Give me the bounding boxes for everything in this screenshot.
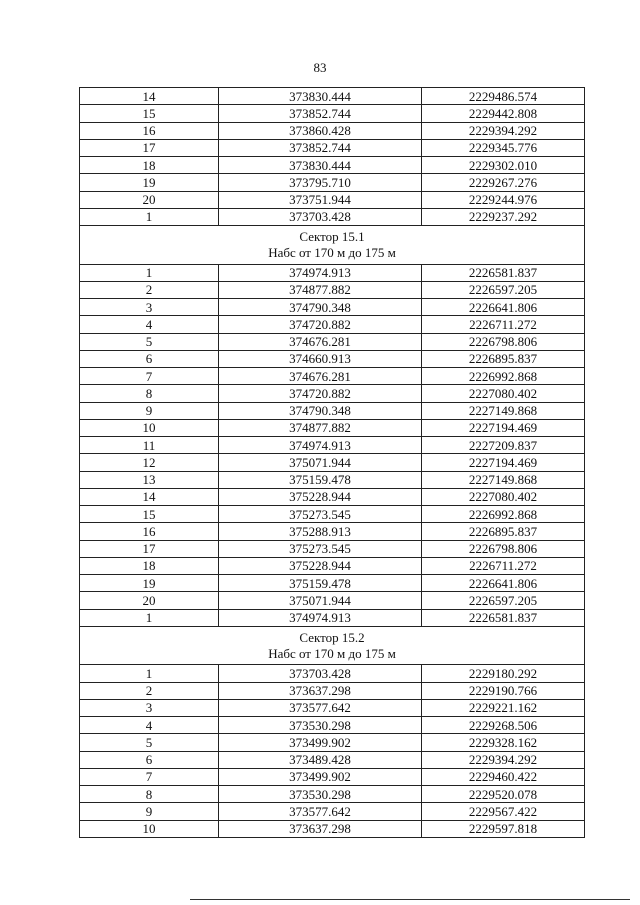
coordinates-table: [79, 87, 585, 838]
x-coordinate-cell: 373852.744: [219, 105, 422, 122]
y-coordinate-cell: 2226992.868: [422, 506, 585, 523]
table-row: [80, 437, 585, 454]
y-coordinate-cell: 2226798.806: [422, 333, 585, 350]
y-coordinate-cell: 2229180.292: [422, 665, 585, 682]
x-coordinate-cell: 373703.428: [219, 208, 422, 225]
point-number-cell: 8: [80, 385, 219, 402]
point-number-cell: 17: [80, 139, 219, 156]
x-coordinate-cell: 375159.478: [219, 575, 422, 592]
point-number-cell: 1: [80, 264, 219, 281]
x-coordinate-cell: 374877.882: [219, 419, 422, 436]
x-coordinate-cell: 373530.298: [219, 717, 422, 734]
point-number-cell: 1: [80, 665, 219, 682]
x-coordinate-cell: 374974.913: [219, 609, 422, 626]
y-coordinate-cell: 2229268.506: [422, 717, 585, 734]
point-number-cell: 1: [80, 609, 219, 626]
y-coordinate-cell: 2227080.402: [422, 488, 585, 505]
x-coordinate-cell: 374974.913: [219, 437, 422, 454]
x-coordinate-cell: 373860.428: [219, 122, 422, 139]
y-coordinate-cell: 2229394.292: [422, 122, 585, 139]
page-number: 83: [313, 60, 327, 75]
x-coordinate-cell: 375071.944: [219, 454, 422, 471]
y-coordinate-cell: 2226597.205: [422, 281, 585, 298]
table-row: [80, 264, 585, 281]
point-number-cell: 3: [80, 699, 219, 716]
x-coordinate-cell: 375273.545: [219, 506, 422, 523]
point-number-cell: 15: [80, 506, 219, 523]
point-number-cell: 14: [80, 488, 219, 505]
table-row: [80, 88, 585, 105]
x-coordinate-cell: 373830.444: [219, 157, 422, 174]
x-coordinate-cell: 373751.944: [219, 191, 422, 208]
sector-height-range: Набс от 170 м до 175 м: [268, 645, 396, 661]
x-coordinate-cell: 375071.944: [219, 592, 422, 609]
x-coordinate-cell: 373530.298: [219, 786, 422, 803]
point-number-cell: 2: [80, 281, 219, 298]
table-row: [80, 699, 585, 716]
sector-height-range: Набс от 170 м до 175 м: [268, 244, 396, 260]
table-row: [80, 385, 585, 402]
table-row: [80, 506, 585, 523]
point-number-cell: 6: [80, 751, 219, 768]
point-number-cell: 9: [80, 803, 219, 820]
y-coordinate-cell: 2227149.868: [422, 471, 585, 488]
table-row: [80, 174, 585, 191]
point-number-cell: 1: [80, 208, 219, 225]
table-row: [80, 350, 585, 367]
sector-header: [80, 626, 585, 665]
table-row: [80, 454, 585, 471]
y-coordinate-cell: 2226581.837: [422, 264, 585, 281]
sector-title: Сектор 15.1: [299, 228, 365, 244]
y-coordinate-cell: 2229597.818: [422, 820, 585, 837]
point-number-cell: 4: [80, 717, 219, 734]
point-number-cell: 9: [80, 402, 219, 419]
table-row: [80, 299, 585, 316]
y-coordinate-cell: 2226895.837: [422, 350, 585, 367]
point-number-cell: 5: [80, 333, 219, 350]
point-number-cell: 12: [80, 454, 219, 471]
sector-header: [80, 226, 585, 265]
point-number-cell: 19: [80, 174, 219, 191]
x-coordinate-cell: 374790.348: [219, 299, 422, 316]
table-row: [80, 139, 585, 156]
y-coordinate-cell: 2226581.837: [422, 609, 585, 626]
y-coordinate-cell: 2229486.574: [422, 88, 585, 105]
table-row: [80, 734, 585, 751]
y-coordinate-cell: 2229567.422: [422, 803, 585, 820]
x-coordinate-cell: 373703.428: [219, 665, 422, 682]
table-row: [80, 540, 585, 557]
y-coordinate-cell: 2226641.806: [422, 299, 585, 316]
point-number-cell: 5: [80, 734, 219, 751]
point-number-cell: 17: [80, 540, 219, 557]
coordinates-table-body: [80, 88, 585, 838]
table-row: [80, 717, 585, 734]
x-coordinate-cell: 374676.281: [219, 368, 422, 385]
point-number-cell: 20: [80, 191, 219, 208]
y-coordinate-cell: 2229394.292: [422, 751, 585, 768]
point-number-cell: 15: [80, 105, 219, 122]
y-coordinate-cell: 2227080.402: [422, 385, 585, 402]
table-row: [80, 105, 585, 122]
table-row: [80, 419, 585, 436]
x-coordinate-cell: 374974.913: [219, 264, 422, 281]
x-coordinate-cell: 373830.444: [219, 88, 422, 105]
x-coordinate-cell: 373577.642: [219, 803, 422, 820]
x-coordinate-cell: 373577.642: [219, 699, 422, 716]
table-row: [80, 557, 585, 574]
y-coordinate-cell: 2229237.292: [422, 208, 585, 225]
table-row: [80, 575, 585, 592]
table-row: [80, 592, 585, 609]
y-coordinate-cell: 2226798.806: [422, 540, 585, 557]
x-coordinate-cell: 375159.478: [219, 471, 422, 488]
y-coordinate-cell: 2229190.766: [422, 682, 585, 699]
y-coordinate-cell: 2227149.868: [422, 402, 585, 419]
x-coordinate-cell: 374676.281: [219, 333, 422, 350]
x-coordinate-cell: 373852.744: [219, 139, 422, 156]
y-coordinate-cell: 2229520.078: [422, 786, 585, 803]
table-row: [80, 488, 585, 505]
point-number-cell: 7: [80, 368, 219, 385]
x-coordinate-cell: 373795.710: [219, 174, 422, 191]
y-coordinate-cell: 2226641.806: [422, 575, 585, 592]
y-coordinate-cell: 2226711.272: [422, 557, 585, 574]
sector-header-row: [80, 226, 585, 265]
x-coordinate-cell: 373637.298: [219, 820, 422, 837]
table-row: [80, 803, 585, 820]
table-row: [80, 523, 585, 540]
table-row: [80, 471, 585, 488]
point-number-cell: 10: [80, 820, 219, 837]
point-number-cell: 4: [80, 316, 219, 333]
table-row: [80, 665, 585, 682]
x-coordinate-cell: 374790.348: [219, 402, 422, 419]
point-number-cell: 8: [80, 786, 219, 803]
y-coordinate-cell: 2229442.808: [422, 105, 585, 122]
point-number-cell: 20: [80, 592, 219, 609]
y-coordinate-cell: 2229328.162: [422, 734, 585, 751]
table-row: [80, 281, 585, 298]
sector-title: Сектор 15.2: [299, 629, 365, 645]
x-coordinate-cell: 373489.428: [219, 751, 422, 768]
x-coordinate-cell: 374660.913: [219, 350, 422, 367]
table-row: [80, 333, 585, 350]
x-coordinate-cell: 375273.545: [219, 540, 422, 557]
point-number-cell: 6: [80, 350, 219, 367]
x-coordinate-cell: 374877.882: [219, 281, 422, 298]
point-number-cell: 11: [80, 437, 219, 454]
table-row: [80, 751, 585, 768]
x-coordinate-cell: 375288.913: [219, 523, 422, 540]
table-row: [80, 402, 585, 419]
x-coordinate-cell: 373499.902: [219, 734, 422, 751]
sector-header-row: [80, 626, 585, 665]
y-coordinate-cell: 2229460.422: [422, 768, 585, 785]
y-coordinate-cell: 2229302.010: [422, 157, 585, 174]
table-row: [80, 122, 585, 139]
point-number-cell: 13: [80, 471, 219, 488]
table-row: [80, 368, 585, 385]
point-number-cell: 3: [80, 299, 219, 316]
table-row: [80, 786, 585, 803]
y-coordinate-cell: 2229244.976: [422, 191, 585, 208]
table-row: [80, 316, 585, 333]
x-coordinate-cell: 373637.298: [219, 682, 422, 699]
point-number-cell: 19: [80, 575, 219, 592]
y-coordinate-cell: 2229267.276: [422, 174, 585, 191]
y-coordinate-cell: 2227209.837: [422, 437, 585, 454]
bottom-rule: [190, 899, 630, 900]
point-number-cell: 16: [80, 523, 219, 540]
x-coordinate-cell: 374720.882: [219, 316, 422, 333]
point-number-cell: 18: [80, 557, 219, 574]
y-coordinate-cell: 2229345.776: [422, 139, 585, 156]
y-coordinate-cell: 2226711.272: [422, 316, 585, 333]
y-coordinate-cell: 2227194.469: [422, 454, 585, 471]
y-coordinate-cell: 2227194.469: [422, 419, 585, 436]
table-row: [80, 768, 585, 785]
point-number-cell: 16: [80, 122, 219, 139]
point-number-cell: 10: [80, 419, 219, 436]
point-number-cell: 18: [80, 157, 219, 174]
table-row: [80, 682, 585, 699]
x-coordinate-cell: 373499.902: [219, 768, 422, 785]
table-row: [80, 208, 585, 225]
point-number-cell: 2: [80, 682, 219, 699]
y-coordinate-cell: 2229221.162: [422, 699, 585, 716]
point-number-cell: 7: [80, 768, 219, 785]
table-row: [80, 820, 585, 837]
table-row: [80, 157, 585, 174]
x-coordinate-cell: 375228.944: [219, 488, 422, 505]
y-coordinate-cell: 2226597.205: [422, 592, 585, 609]
y-coordinate-cell: 2226992.868: [422, 368, 585, 385]
point-number-cell: 14: [80, 88, 219, 105]
x-coordinate-cell: 374720.882: [219, 385, 422, 402]
table-row: [80, 609, 585, 626]
x-coordinate-cell: 375228.944: [219, 557, 422, 574]
y-coordinate-cell: 2226895.837: [422, 523, 585, 540]
table-row: [80, 191, 585, 208]
